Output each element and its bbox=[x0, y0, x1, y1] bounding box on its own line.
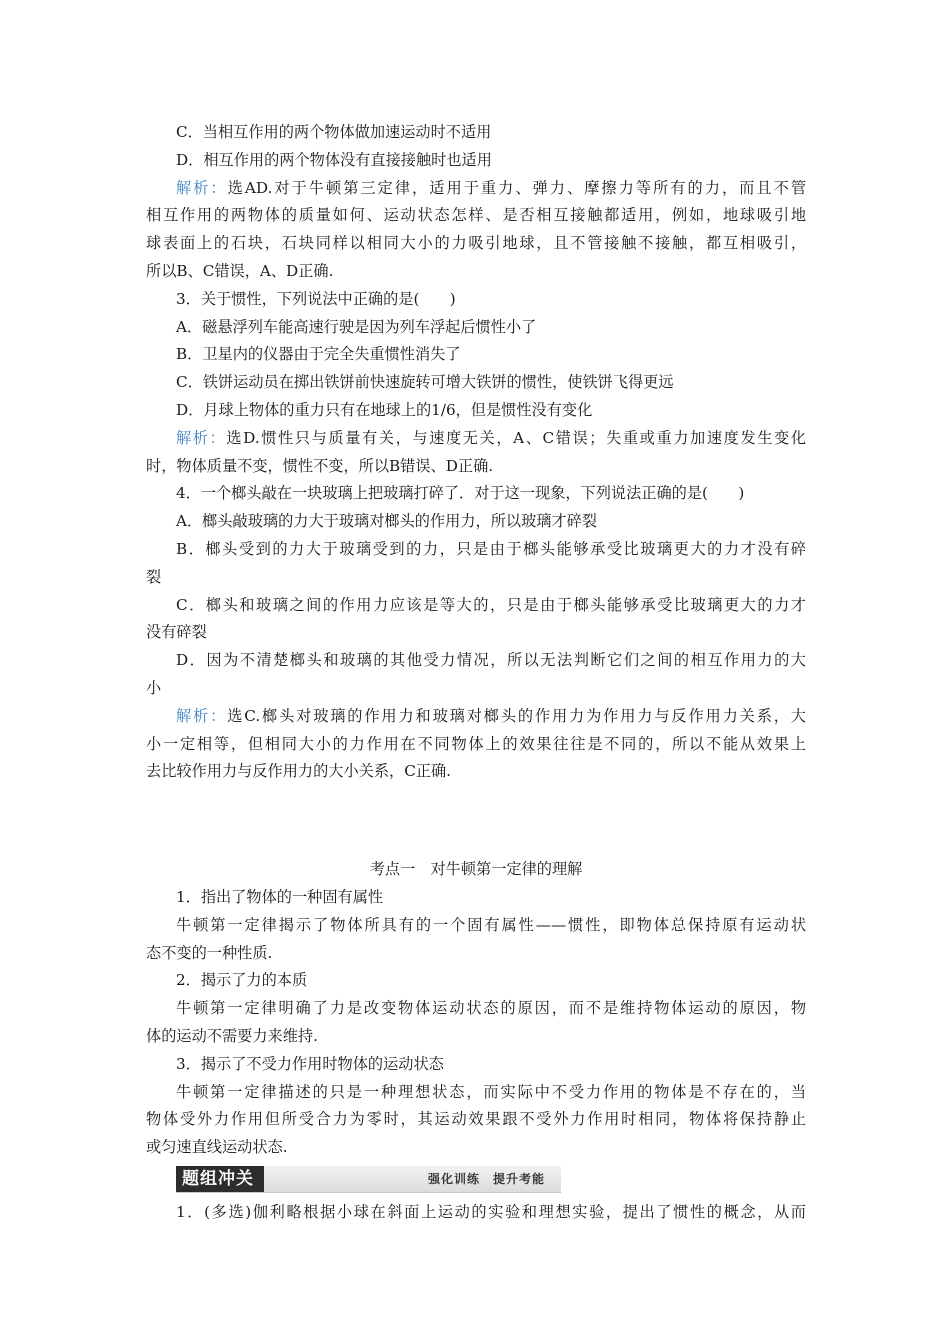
analysis-text: 选D.惯性只与质量有关，与速度无关，A、C错误；失重或重力加速度发生变化 bbox=[226, 428, 807, 447]
section-point-2-heading: 2．揭示了力的本质 bbox=[176, 971, 308, 990]
q2-analysis-line-4: 所以B、C错误，A、D正确. bbox=[146, 261, 334, 280]
q3-option-a: A．磁悬浮列车能高速行驶是因为列车浮起后惯性小了 bbox=[176, 317, 537, 336]
q4-analysis-line-2: 小一定相等，但相同大小的力作用在不同物体上的效果往往是不同的，所以不能从效果上 bbox=[146, 734, 806, 753]
analysis-label: 解析： bbox=[176, 178, 228, 197]
section-point-1-body-line-1: 牛顿第一定律揭示了物体所具有的一个固有属性——惯性，即物体总保持原有运动状 bbox=[176, 915, 806, 934]
q4-option-b-line-1: B．榔头受到的力大于玻璃受到的力，只是由于榔头能够承受比玻璃更大的力才没有碎 bbox=[176, 539, 806, 558]
q2-analysis-line-1 bbox=[146, 175, 806, 203]
section-point-3-body-line-2: 物体受外力作用但所受合力为零时，其运动效果跟不受外力作用时相同，物体将保持静止 bbox=[146, 1110, 806, 1129]
analysis-label: 解析： bbox=[176, 428, 227, 447]
practice-banner bbox=[176, 1166, 561, 1193]
practice-banner-tag: 题组冲关 bbox=[176, 1166, 264, 1192]
practice-banner-subtitle: 强化训练 提升考能 bbox=[427, 1171, 545, 1186]
section-point-3-body-line-1: 牛顿第一定律描述的只是一种理想状态，而实际中不受力作用的物体是不存在的，当 bbox=[176, 1082, 806, 1101]
q2-analysis-line-2: 相互作用的两物体的质量如何、运动状态怎样、是否相互接触都适用，例如，地球吸引地 bbox=[146, 206, 806, 225]
q4-option-a: A．榔头敲玻璃的力大于玻璃对榔头的作用力，所以玻璃才碎裂 bbox=[176, 512, 598, 531]
analysis-text: 选C.榔头对玻璃的作用力和玻璃对榔头的作用力为作用力与反作用力关系，大 bbox=[227, 706, 806, 725]
analysis-text: 选AD.对于牛顿第三定律，适用于重力、弹力、摩擦力等所有的力，而且不管 bbox=[227, 178, 807, 197]
document-page bbox=[146, 119, 806, 1227]
q2-analysis-line-3: 球表面上的石块，石块同样以相同大小的力吸引地球，且不管接触不接触，都互相吸引， bbox=[146, 234, 806, 253]
section-point-2-body-line-2: 体的运动不需要力来维持. bbox=[146, 1026, 318, 1045]
analysis-label: 解析： bbox=[176, 706, 228, 725]
q2-option-d: D．相互作用的两个物体没有直接接触时也适用 bbox=[176, 150, 492, 169]
section-point-2-body-line-1: 牛顿第一定律明确了力是改变物体运动状态的原因，而不是维持物体运动的原因，物 bbox=[176, 999, 806, 1018]
q3-option-b: B．卫星内的仪器由于完全失重惯性消失了 bbox=[176, 345, 461, 364]
q3-option-c: C．铁饼运动员在掷出铁饼前快速旋转可增大铁饼的惯性，使铁饼飞得更远 bbox=[176, 373, 674, 392]
exercise-1-stem: 1．(多选)伽利略根据小球在斜面上运动的实验和理想实验，提出了惯性的概念，从而 bbox=[176, 1202, 806, 1221]
q4-option-c-line-1: C．榔头和玻璃之间的作用力应该是等大的，只是由于榔头能够承受比玻璃更大的力才 bbox=[176, 595, 806, 614]
section-point-1-heading: 1．指出了物体的一种固有属性 bbox=[176, 887, 384, 906]
q4-option-c-line-2: 没有碎裂 bbox=[146, 623, 207, 642]
q2-option-c: C．当相互作用的两个物体做加速运动时不适用 bbox=[176, 123, 492, 141]
q4-option-d-line-1: D．因为不清楚榔头和玻璃的其他受力情况，所以无法判断它们之间的相互作用力的大 bbox=[176, 651, 806, 670]
q3-analysis-line-1 bbox=[146, 425, 806, 453]
q4-option-d-line-2: 小 bbox=[146, 678, 162, 697]
q4-option-b-line-2: 裂 bbox=[146, 567, 162, 586]
section-point-3-heading: 3．揭示了不受力作用时物体的运动状态 bbox=[176, 1054, 444, 1073]
q3-stem: 3．关于惯性，下列说法中正确的是( ) bbox=[176, 289, 456, 308]
q4-analysis-line-3: 去比较作用力与反作用力的大小关系，C正确. bbox=[146, 762, 452, 781]
section-spacer bbox=[146, 786, 806, 856]
section-title: 考点一 对牛顿第一定律的理解 bbox=[369, 860, 583, 879]
q4-analysis-line-1 bbox=[146, 703, 806, 731]
section-point-1-body-line-2: 态不变的一种性质. bbox=[146, 943, 273, 962]
q3-option-d: D．月球上物体的重力只有在地球上的1/6，但是惯性没有变化 bbox=[176, 400, 593, 419]
section-point-3-body-line-3: 或匀速直线运动状态. bbox=[146, 1138, 288, 1157]
q4-stem: 4．一个榔头敲在一块玻璃上把玻璃打碎了．对于这一现象，下列说法正确的是( ) bbox=[176, 484, 745, 503]
q3-analysis-line-2: 时，物体质量不变，惯性不变，所以B错误、D正确. bbox=[146, 456, 494, 475]
